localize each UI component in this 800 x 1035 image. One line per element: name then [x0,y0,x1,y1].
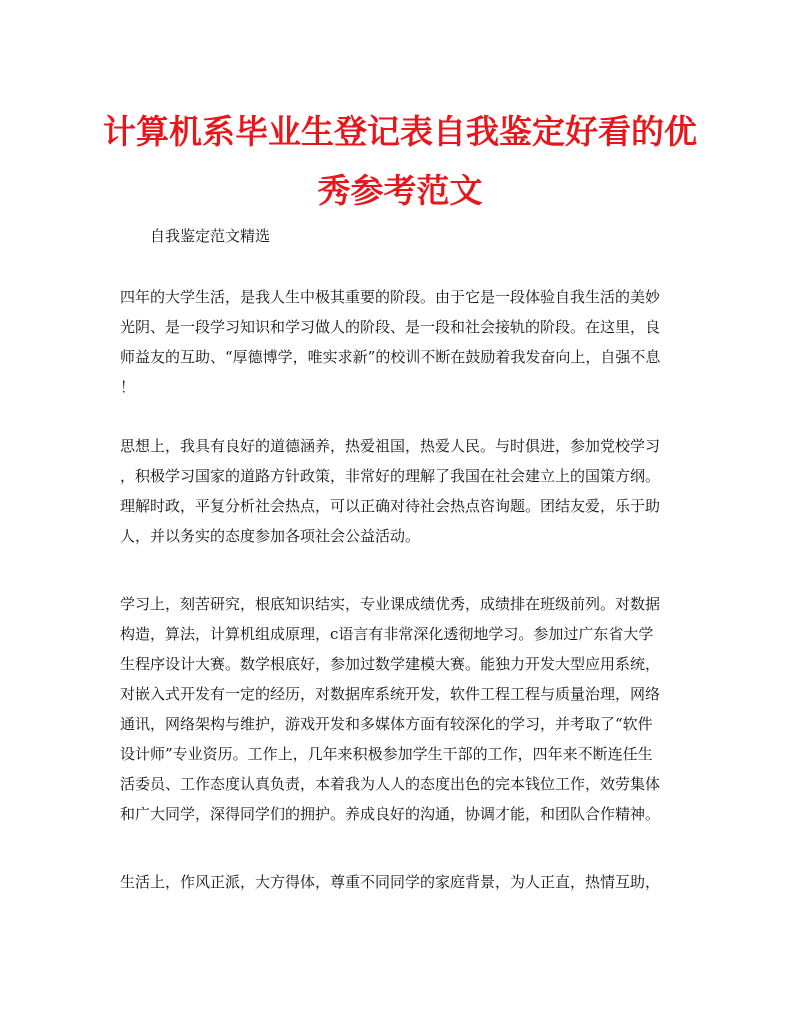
paragraph-line: 思想上，我具有良好的道德涵养，热爱祖国，热爱人民。与时俱进，参加党校学习 [120,437,661,455]
paragraph-line: 理解时政，平复分析社会热点，可以正确对待社会热点咨询题。团结友爱，乐于助 [120,497,661,515]
paragraph-line: 学习上，刻苦研究，根底知识结实，专业课成绩优秀，成绩排在班级前列。对数据 [120,595,661,613]
paragraph-line: 活委员、工作态度认真负责，本着我为人人的态度出色的完本钱位工作，效劳集体 [120,775,661,793]
document-title-line-2: 秀参考范文 [317,171,483,210]
paragraph-line: 设计师”专业资历。工作上，几年来积极参加学生干部的工作，四年来不断连任生 [120,745,653,763]
paragraph-line: 对嵌入式开发有一定的经历，对数据库系统开发，软件工程工程与质量治理，网络 [120,685,661,703]
paragraph-line: ，积极学习国家的道路方针政策，非常好的理解了我国在社会建立上的国策方纲。 [120,467,661,485]
document-subtitle: 自我鉴定范文精选 [150,227,271,245]
paragraph-line: 光阴、是一段学习知识和学习做人的阶段、是一段和社会接轨的阶段。在这里，良 [120,318,661,336]
paragraph-line: 构造，算法，计算机组成原理，c语言有非常深化透彻地学习。参加过广东省大学 [120,625,654,643]
paragraph-line: 人，并以务实的态度参加各项社会公益活动。 [120,527,421,545]
paragraph-line: 生程序设计大赛。数学根底好，参加过数学建模大赛。能独力开发大型应用系统， [120,655,661,673]
paragraph-line: 生活上，作风正派，大方得体，尊重不同同学的家庭背景，为人正直，热情互助， [120,873,661,891]
paragraph-line: 通讯，网络架构与维护，游戏开发和多媒体方面有较深化的学习，并考取了“软件 [120,715,653,733]
paragraph-line: 和广大同学，深得同学们的拥护。养成良好的沟通，协调才能，和团队合作精神。 [120,805,661,823]
document-title-line-1: 计算机系毕业生登记表自我鉴定好看的优 [103,112,697,151]
paragraph-line: ！ [120,378,136,396]
paragraph-line: 四年的大学生活，是我人生中极其重要的阶段。由于它是一段体验自我生活的美妙 [120,288,661,306]
paragraph-line: 师益友的互助、“厚德博学，唯实求新”的校训不断在鼓励着我发奋向上，自强不息 [120,348,661,366]
